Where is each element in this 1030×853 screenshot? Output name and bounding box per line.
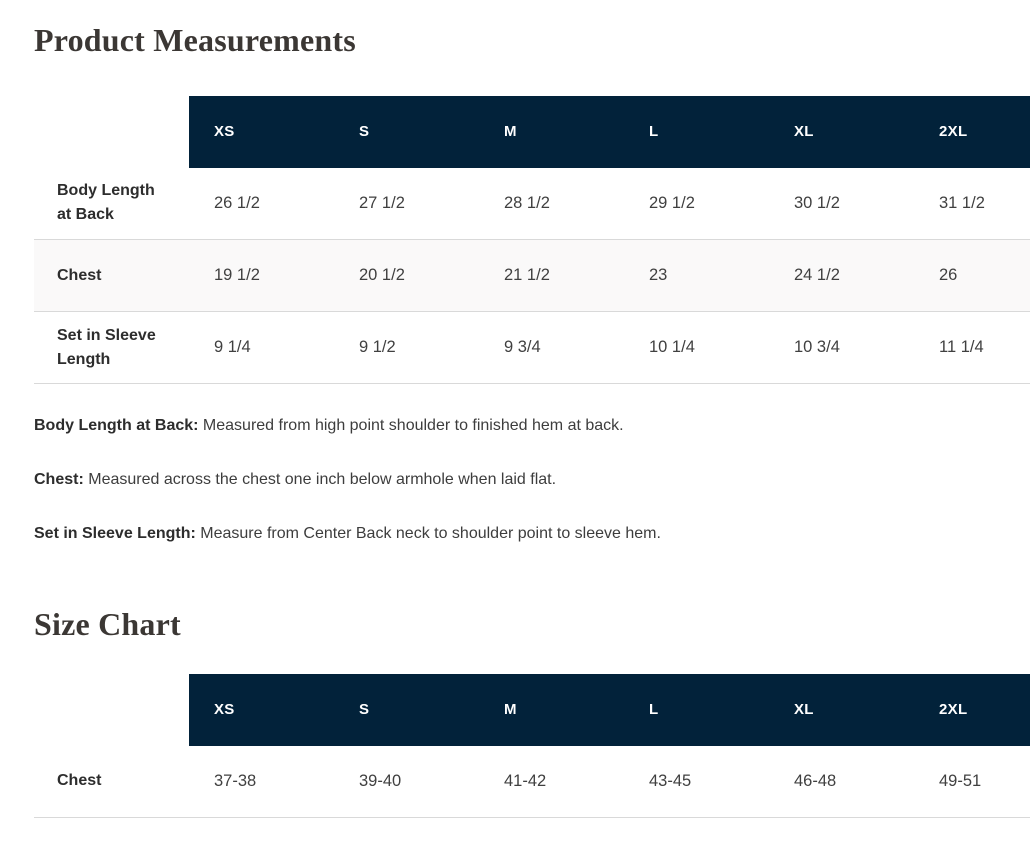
size-header-row xyxy=(34,96,1030,168)
size-chart-row-chest xyxy=(34,746,1030,818)
measurement-value: 19 1/2 xyxy=(214,266,260,285)
definition-chest xyxy=(34,468,1030,492)
size-range-value: 46-48 xyxy=(794,771,837,790)
measurement-value: 30 1/2 xyxy=(794,193,840,212)
measurement-value: 11 1/4 xyxy=(939,338,984,357)
measurement-value: 20 1/2 xyxy=(359,266,405,285)
size-header-s: S xyxy=(334,674,479,746)
measurement-value: 26 xyxy=(939,266,958,285)
size-header-xl: XL xyxy=(769,674,914,746)
size-chart-table xyxy=(34,674,1030,819)
size-header-2xl: 2XL xyxy=(914,674,1030,746)
size-header-xs: XS xyxy=(189,96,334,168)
row-label-chest: Chest xyxy=(57,772,102,790)
header-corner-cell xyxy=(34,96,189,168)
measurement-value: 26 1/2 xyxy=(214,193,260,212)
measurement-definitions xyxy=(34,414,1030,546)
size-range-value: 39-40 xyxy=(359,771,402,790)
size-header-l: L xyxy=(624,96,769,168)
size-header-xl: XL xyxy=(769,96,914,168)
measurement-value: 9 3/4 xyxy=(504,338,541,357)
product-measurements-title: Product Measurements xyxy=(34,22,356,58)
measurement-value: 21 1/2 xyxy=(504,266,550,285)
definition-term: Chest: xyxy=(34,471,84,489)
measurement-value: 23 xyxy=(649,266,668,285)
measurement-value: 27 1/2 xyxy=(359,193,405,212)
measurement-value: 9 1/4 xyxy=(214,338,251,357)
measurement-value: 31 1/2 xyxy=(939,193,985,212)
size-header-2xl: 2XL xyxy=(914,96,1030,168)
measurement-value: 10 1/4 xyxy=(649,338,695,357)
measurement-value: 10 3/4 xyxy=(794,338,840,357)
measurement-value: 28 1/2 xyxy=(504,193,550,212)
size-range-value: 41-42 xyxy=(504,771,547,790)
product-measurements-table xyxy=(34,96,1030,385)
size-header-m: M xyxy=(479,674,624,746)
size-header-row xyxy=(34,674,1030,746)
definition-text: Measure from Center Back neck to shoulder point to sleeve hem. xyxy=(200,525,661,543)
row-label-body-length: Body Length at Back xyxy=(57,182,155,224)
header-corner-cell xyxy=(34,674,189,746)
size-header-s: S xyxy=(334,96,479,168)
definition-text: Measured from high point shoulder to finished hem at back. xyxy=(202,417,624,435)
size-header-m: M xyxy=(479,96,624,168)
measurement-row-body-length xyxy=(34,168,1030,240)
size-header-l: L xyxy=(624,674,769,746)
measurement-value: 29 1/2 xyxy=(649,193,695,212)
measurement-value: 9 1/2 xyxy=(359,338,396,357)
size-chart-title: Size Chart xyxy=(34,606,181,643)
measurement-value: 24 1/2 xyxy=(794,266,840,285)
definition-body-length xyxy=(34,414,1030,438)
definition-sleeve-length xyxy=(34,522,1030,546)
row-label-sleeve-length: Set in Sleeve Length xyxy=(57,326,156,368)
definition-text: Measured across the chest one inch below armhole when laid flat. xyxy=(88,471,557,489)
size-range-value: 49-51 xyxy=(939,771,982,790)
row-label-chest: Chest xyxy=(57,266,102,284)
size-header-xs: XS xyxy=(189,674,334,746)
measurement-row-chest xyxy=(34,240,1030,312)
definition-term: Set in Sleeve Length: xyxy=(34,525,196,543)
size-range-value: 37-38 xyxy=(214,771,257,790)
size-range-value: 43-45 xyxy=(649,771,692,790)
definition-term: Body Length at Back: xyxy=(34,417,199,435)
measurement-row-sleeve-length xyxy=(34,312,1030,384)
